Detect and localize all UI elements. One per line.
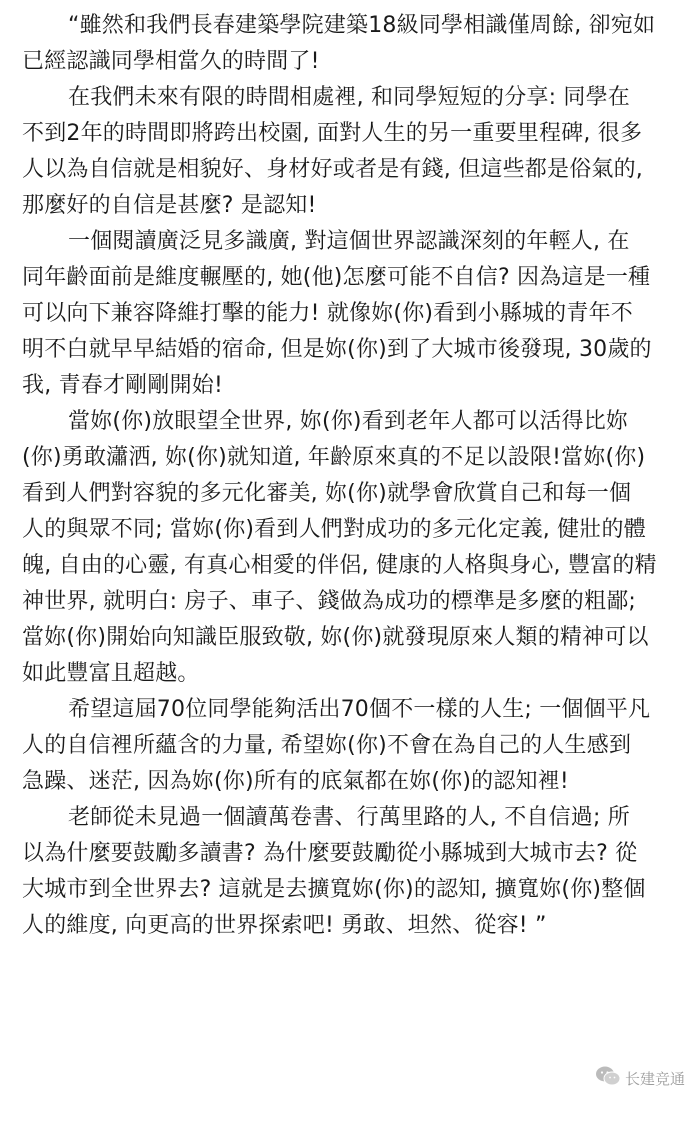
text-line: 可以向下兼容降維打擊的能力! 就像妳(你)看到小縣城的青年不 <box>22 301 633 326</box>
text-line: 不到2年的時間即將跨出校園, 面對人生的另一重要里程碑, 很多 <box>22 121 643 146</box>
text-line: 看到人們對容貌的多元化審美, 妳(你)就學會欣賞自己和每一個 <box>22 481 632 506</box>
watermark <box>595 1065 685 1091</box>
article-body <box>22 8 686 944</box>
text-line: 那麼好的自信是甚麼? 是認知! <box>22 193 317 218</box>
text-line: (你)勇敢瀟洒, 妳(你)就知道, 年齡原來真的不足以設限!當妳(你) <box>22 445 646 470</box>
text-line: 人的維度, 向更高的世界探索吧! 勇敢、坦然、從容! ” <box>22 913 547 938</box>
text-line: 老師從未見過一個讀萬卷書、行萬里路的人, 不自信過; 所 <box>68 805 630 830</box>
text-line: 急躁、迷茫, 因為妳(你)所有的底氣都在妳(你)的認知裡! <box>22 769 569 794</box>
text-line: 魄, 自由的心靈, 有真心相愛的伴侶, 健康的人格與身心, 豐富的精 <box>22 553 657 578</box>
text-line: 以為什麼要鼓勵多讀書? 為什麼要鼓勵從小縣城到大城市去? 從 <box>22 841 638 866</box>
text-line: 人的自信裡所蘊含的力量, 希望妳(你)不會在為自己的人生感到 <box>22 733 632 758</box>
text-line: 如此豐富且超越。 <box>22 661 200 686</box>
text-line: 希望這屆70位同學能夠活出70個不一樣的人生; 一個個平凡 <box>68 697 651 722</box>
text-line: 明不白就早早結婚的宿命, 但是妳(你)到了大城市後發現, 30歲的 <box>22 337 652 362</box>
text-line: 人以為自信就是相貌好、身材好或者是有錢, 但這些都是俗氣的, <box>22 157 643 182</box>
text-line: 已經認識同學相當久的時間了! <box>22 49 320 74</box>
text-line: 人的與眾不同; 當妳(你)看到人們對成功的多元化定義, 健壯的體 <box>22 517 646 542</box>
text-line: “雖然和我們長春建築學院建築18級同學相識僅周餘, 卻宛如 <box>68 13 656 38</box>
watermark-label: 长建竞通 <box>624 1069 685 1088</box>
text-line: 神世界, 就明白: 房子、車子、錢做為成功的標準是多麼的粗鄙; <box>22 589 637 614</box>
text-line: 當妳(你)開始向知識臣服致敬, 妳(你)就發現原來人類的精神可以 <box>22 625 649 650</box>
wechat-icon <box>595 1065 621 1091</box>
text-line: 在我們未來有限的時間相處裡, 和同學短短的分享: 同學在 <box>68 85 630 110</box>
text-line: 當妳(你)放眼望全世界, 妳(你)看到老年人都可以活得比妳 <box>68 409 629 434</box>
text-line: 我, 青春才剛剛開始! <box>22 373 224 398</box>
text-line: 同年齡面前是維度輾壓的, 她(他)怎麼可能不自信? 因為這是一種 <box>22 265 651 290</box>
text-line: 一個閱讀廣泛見多識廣, 對這個世界認識深刻的年輕人, 在 <box>68 229 630 254</box>
text-line: 大城市到全世界去? 這就是去擴寬妳(你)的認知, 擴寬妳(你)整個 <box>22 877 646 902</box>
